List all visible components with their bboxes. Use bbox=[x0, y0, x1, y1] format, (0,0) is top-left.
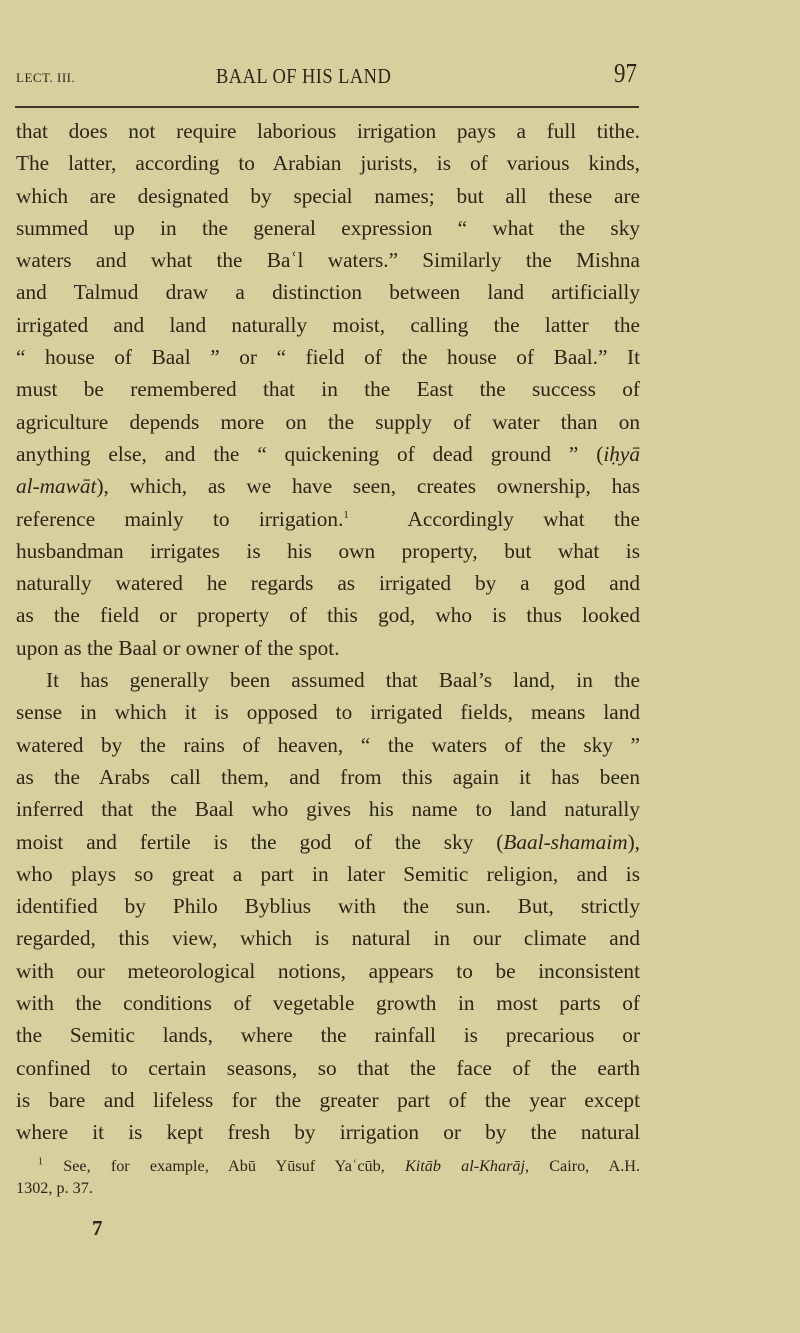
footnote-line bbox=[16, 1155, 640, 1177]
text-line bbox=[16, 503, 640, 535]
text-line: as the field or property of this god, who is thus looked bbox=[16, 603, 640, 628]
body-text bbox=[16, 115, 640, 1149]
text-line: “ house of Baal ” or “ field of the house of Baal.” It bbox=[16, 345, 640, 370]
text-line: which are designated by special names; but all these are bbox=[16, 183, 640, 208]
text-line: waters and what the Baʿl waters.” Similarly the Mishna bbox=[16, 248, 640, 273]
page-number: 97 bbox=[614, 58, 637, 88]
text-line: confined to certain seasons, so that the face of the earth bbox=[16, 1055, 640, 1080]
text-line: The latter, according to Arabian jurists, is of various kinds, bbox=[16, 151, 640, 176]
text-line: naturally watered he regards as irrigated by a god and bbox=[16, 571, 640, 596]
italic-term: Baal-shamaim bbox=[503, 829, 628, 854]
text-line: watered by the rains of heaven, “ the waters of the sky ” bbox=[16, 732, 640, 757]
header-rule bbox=[15, 106, 639, 108]
italic-term: al-mawāt bbox=[16, 474, 97, 499]
text-segment: ), bbox=[627, 829, 640, 854]
footnote-line: 1302, p. 37. bbox=[16, 1179, 93, 1197]
text-line: the Semitic lands, where the rainfall is precarious or bbox=[16, 1023, 640, 1048]
text-line: irrigated and land naturally moist, calling the latter the bbox=[16, 312, 640, 337]
running-header bbox=[16, 58, 640, 94]
text-line: where it is kept fresh by irrigation or by the natural bbox=[16, 1120, 640, 1145]
text-line: agriculture depends more on the supply of water than on bbox=[16, 409, 640, 434]
text-line: is bare and lifeless for the greater part of the year except bbox=[16, 1087, 640, 1112]
text-line: inferred that the Baal who gives his name to land naturally bbox=[16, 797, 640, 822]
text-line bbox=[16, 470, 640, 502]
text-line: husbandman irrigates is his own property, but what is bbox=[16, 538, 640, 563]
running-title: BAAL OF HIS LAND bbox=[216, 64, 392, 88]
text-line: who plays so great a part in later Semitic religion, and is bbox=[16, 861, 640, 886]
italic-term: iḥyā bbox=[603, 441, 640, 466]
text-line bbox=[16, 826, 640, 858]
text-segment: reference mainly to irrigation. bbox=[16, 506, 344, 531]
text-line: summed up in the general expression “ what the sky bbox=[16, 215, 640, 240]
text-line: that does not require laborious irrigation pays a full tithe. bbox=[16, 119, 640, 143]
text-line: and Talmud draw a distinction between land artificially bbox=[16, 280, 640, 305]
running-head-left: LECT. III. bbox=[16, 70, 76, 85]
text-line: upon as the Baal or owner of the spot. bbox=[16, 635, 340, 660]
text-segment: See, for example, Abū Yūsuf Yaʿcūb, bbox=[63, 1157, 405, 1175]
text-segment: , Cairo, A.H. bbox=[524, 1157, 641, 1175]
text-segment: ), which, as we have seen, creates ownership, has bbox=[96, 474, 640, 499]
text-line: identified by Philo Byblius with the sun. But, strictly bbox=[16, 894, 640, 919]
text-line: regarded, this view, which is natural in our climate and bbox=[16, 926, 640, 951]
text-line bbox=[16, 438, 640, 470]
text-segment: anything else, and the “ quickening of dead ground ” ( bbox=[16, 441, 604, 466]
italic-title: Kitāb al-Kharāj bbox=[404, 1157, 525, 1175]
footnote-marker: 1 bbox=[38, 1156, 43, 1168]
signature-mark: 7 bbox=[92, 1216, 103, 1240]
text-line: with our meteorological notions, appears to be inconsistent bbox=[16, 958, 640, 983]
text-line: It has generally been assumed that Baal’s land, in the bbox=[46, 668, 640, 693]
footnote bbox=[16, 1155, 640, 1199]
text-line: sense in which it is opposed to irrigated fields, means land bbox=[16, 700, 640, 725]
text-line: must be remembered that in the East the success of bbox=[16, 377, 640, 402]
footnote-ref[interactable]: 1 bbox=[343, 508, 349, 521]
text-line: as the Arabs call them, and from this again it has been bbox=[16, 764, 640, 789]
text-segment: moist and fertile is the god of the sky ( bbox=[16, 829, 504, 854]
text-line: with the conditions of vegetable growth in most parts of bbox=[16, 991, 640, 1016]
text-segment: Accordingly what the bbox=[407, 506, 640, 531]
